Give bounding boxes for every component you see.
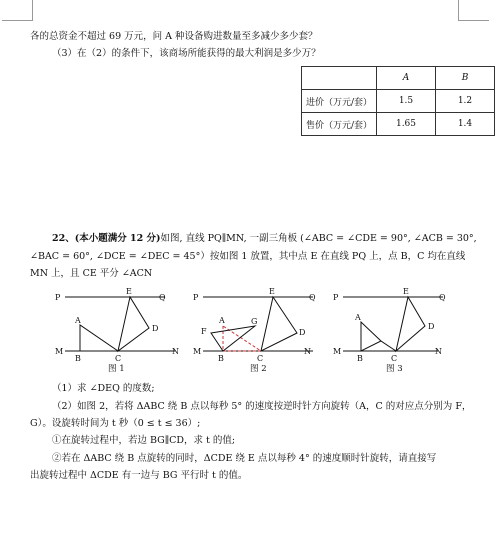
intro-line-2: （3）在（2）的条件下，该商场所能获得的最大利润是多少万？ [52,48,321,59]
sub-question-2-line-1: （2）如图 2，若将 ΔABC 绕 B 点以每秒 5° 的速度按逆时针方向旋转（A，C 的对应点分别为 F， [52,401,472,412]
label-P: P [333,293,339,302]
figure-3-caption: 图 3 [386,364,403,374]
label-C: C [115,354,122,363]
label-D: D [152,324,159,333]
table-cell: 1.2 [436,90,495,113]
label-C: C [257,354,264,363]
label-E: E [403,287,409,296]
question-22-heading: 22、(本小题满分 12 分) [52,233,161,244]
corner-mark-top-left [2,0,33,21]
label-M: M [55,347,64,356]
label-P: P [55,293,61,302]
figure-2-caption: 图 2 [250,364,267,374]
question-22-line-3: MN 上，且 CE 平分 ∠ACN [30,268,153,279]
table-row [302,113,495,136]
label-N: N [435,347,442,356]
label-Q: Q [309,293,316,302]
label-F: F [201,327,207,336]
label-M: M [333,347,342,356]
label-N: N [304,347,311,356]
label-M: M [193,347,202,356]
sub-question-2-part-ii-line-2: 出旋转过程中 ΔCDE 有一边与 BG 平行时 t 的值。 [30,470,248,481]
table-cell: 售价（万元/套） [302,113,377,136]
label-Q: Q [159,293,166,302]
sub-question-2-line-2: G）。设旋转时间为 t 秒（0 ≤ t ≤ 36）; [30,418,201,429]
intro-line-1: 各的总资金不超过 69 万元，问 A 种设备购进数量至多减少多少套？ [30,31,318,42]
sub-question-1: （1）求 ∠DEQ 的度数; [52,383,155,394]
table-cell: 1.65 [377,113,436,136]
sub-question-2-part-i: ①在旋转过程中，若边 BG∥CD，求 t 的值; [52,435,236,446]
question-22-text: 如图, 直线 PQ∥MN, 一副三角板 (∠ABC = ∠CDE = 90°, ∠ACB = 30°, [160,233,477,244]
figure-1 [55,288,205,368]
corner-mark-top-right [458,0,489,21]
table-cell: 进价（万元/套） [302,90,377,113]
table-cell: 1.4 [436,113,495,136]
label-Q: Q [439,293,446,302]
label-P: P [193,293,199,302]
table-header-cell [302,67,377,90]
figure-2 [193,288,343,368]
label-D: D [299,328,306,337]
table-header-row [302,67,495,90]
table-header-cell: B [436,67,495,90]
label-E: E [269,287,275,296]
label-A: A [355,313,361,322]
label-E: E [126,287,132,296]
table-row [302,90,495,113]
label-N: N [172,347,179,356]
price-table [301,66,495,136]
figure-3 [333,288,483,368]
figure-1-caption: 图 1 [108,364,125,374]
label-G: G [251,317,258,326]
question-22-line-1 [52,232,477,245]
label-B: B [357,354,363,363]
label-C: C [391,354,398,363]
label-A: A [75,316,81,325]
table-header-cell: A [377,67,436,90]
label-A: A [219,316,225,325]
table-cell: 1.5 [377,90,436,113]
label-B: B [75,354,81,363]
question-22-line-2: ∠BAC = 60°, ∠DCE = ∠DEC = 45°）按如图 1 放置，其中点 E 在直线 PQ 上，点 B，C 均在直线 [30,251,466,262]
label-D: D [428,322,435,331]
label-B: B [218,354,224,363]
sub-question-2-part-ii-line-1: ②若在 ΔABC 绕 B 点旋转的同时，ΔCDE 绕 E 点以每秒 4° 的速度顺时针旋转，请直接写 [52,453,437,464]
